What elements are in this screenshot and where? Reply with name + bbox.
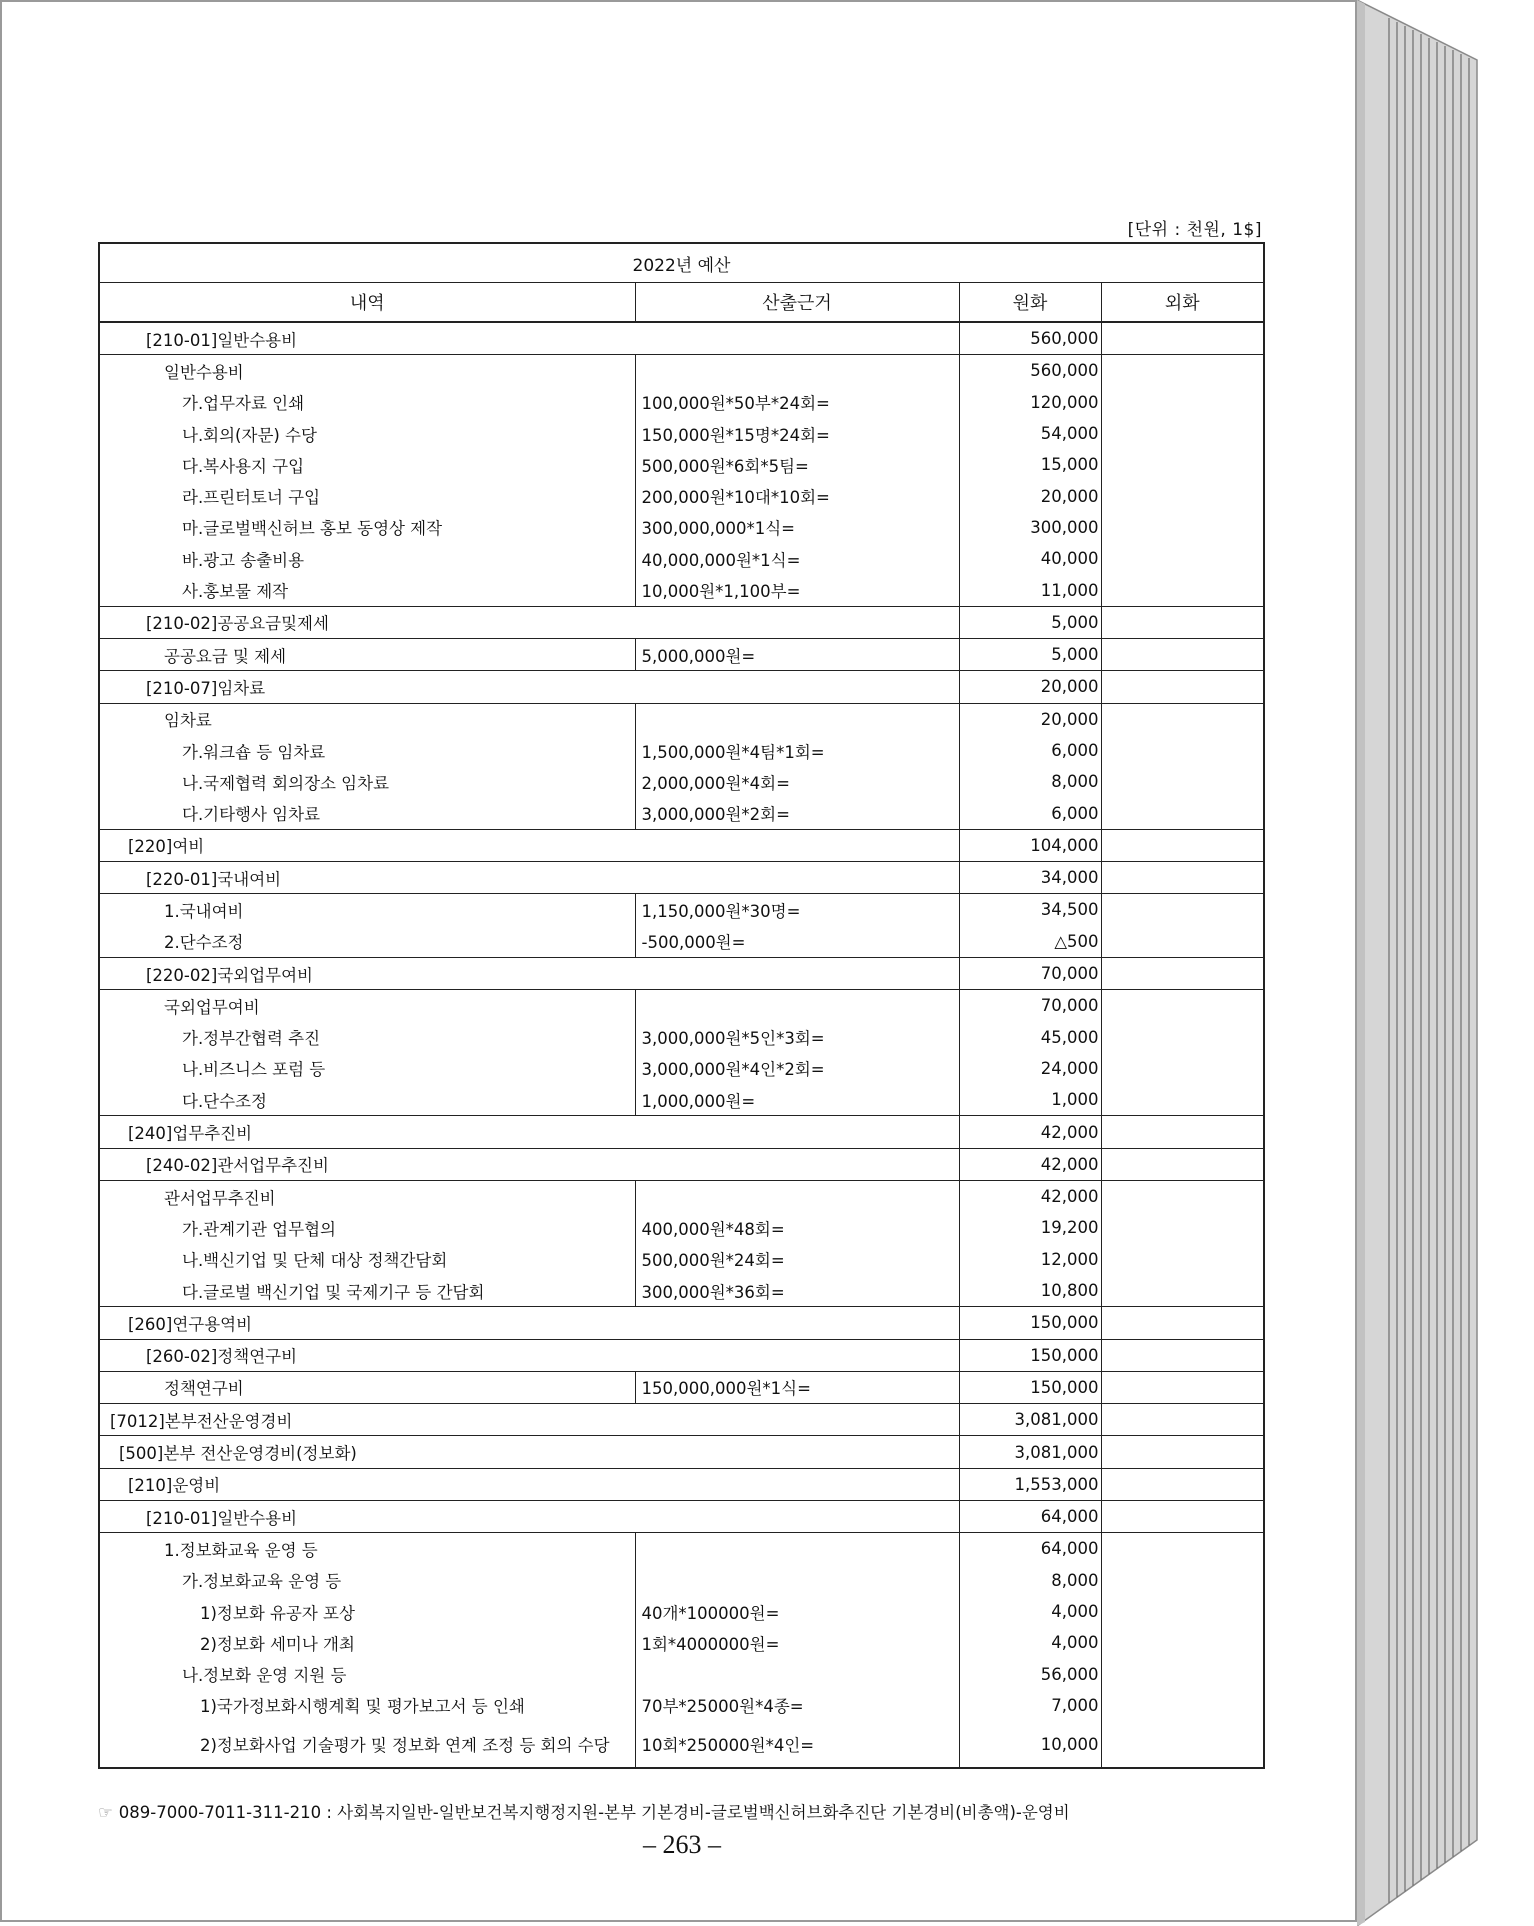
row-description: 2.단수조정: [99, 926, 635, 958]
table-row: [99, 1084, 1264, 1116]
row-krw-amount: 24,000: [959, 1053, 1101, 1084]
page-stack-edge: [1357, 0, 1534, 1926]
row-fx-amount: [1101, 387, 1264, 418]
table-row: [99, 449, 1264, 480]
column-header-description: 내역: [99, 283, 635, 323]
row-fx-amount: [1101, 766, 1264, 797]
row-krw-amount: 1,000: [959, 1084, 1101, 1116]
row-basis: 1,000,000원=: [635, 1084, 959, 1116]
row-krw-amount: 45,000: [959, 1022, 1101, 1053]
row-krw-amount: 42,000: [959, 1148, 1101, 1180]
row-krw-amount: 8,000: [959, 1565, 1101, 1596]
row-krw-amount: 34,500: [959, 894, 1101, 926]
row-fx-amount: [1101, 418, 1264, 449]
row-fx-amount: [1101, 1721, 1264, 1768]
row-krw-amount: 120,000: [959, 387, 1101, 418]
row-krw-amount: 4,000: [959, 1596, 1101, 1627]
row-description: 임차료: [99, 703, 635, 735]
column-header-fx: 외화: [1101, 283, 1264, 323]
table-row: [99, 1721, 1264, 1768]
row-description: 마.글로벌백신허브 홍보 동영상 제작: [99, 512, 635, 543]
row-basis: [635, 1565, 959, 1596]
row-fx-amount: [1101, 797, 1264, 829]
row-fx-amount: [1101, 449, 1264, 480]
row-krw-amount: 1,553,000: [959, 1468, 1101, 1500]
row-description: [210-07]임차료: [99, 671, 959, 703]
row-fx-amount: [1101, 990, 1264, 1022]
row-description: 나.비즈니스 포럼 등: [99, 1053, 635, 1084]
row-fx-amount: [1101, 1690, 1264, 1721]
row-krw-amount: 70,000: [959, 957, 1101, 989]
table-row: [99, 1627, 1264, 1658]
table-row: [99, 418, 1264, 449]
row-description: 다.글로벌 백신기업 및 국제기구 등 간담회: [99, 1275, 635, 1307]
row-fx-amount: [1101, 862, 1264, 894]
row-description: 정책연구비: [99, 1371, 635, 1403]
row-basis: 300,000,000*1식=: [635, 512, 959, 543]
row-fx-amount: [1101, 574, 1264, 606]
row-fx-amount: [1101, 1500, 1264, 1532]
row-fx-amount: [1101, 1212, 1264, 1243]
row-krw-amount: 150,000: [959, 1371, 1101, 1403]
row-description: [210]운영비: [99, 1468, 959, 1500]
row-basis: 100,000원*50부*24회=: [635, 387, 959, 418]
row-basis: 1,500,000원*4팀*1회=: [635, 735, 959, 766]
row-description: [240]업무추진비: [99, 1116, 959, 1148]
row-fx-amount: [1101, 1275, 1264, 1307]
row-krw-amount: 64,000: [959, 1533, 1101, 1565]
row-krw-amount: 20,000: [959, 480, 1101, 511]
row-fx-amount: [1101, 1084, 1264, 1116]
table-row: [99, 1371, 1264, 1403]
row-fx-amount: [1101, 1565, 1264, 1596]
row-basis: [635, 1181, 959, 1213]
row-krw-amount: 300,000: [959, 512, 1101, 543]
row-krw-amount: 6,000: [959, 797, 1101, 829]
row-description: [210-01]일반수용비: [99, 1500, 959, 1532]
row-krw-amount: 20,000: [959, 671, 1101, 703]
row-description: 관서업무추진비: [99, 1181, 635, 1213]
row-krw-amount: 19,200: [959, 1212, 1101, 1243]
table-row: [99, 1181, 1264, 1213]
row-krw-amount: 40,000: [959, 543, 1101, 574]
row-basis: [635, 703, 959, 735]
table-row: [99, 574, 1264, 606]
footer-note-text: 089-7000-7011-311-210 : 사회복지일반-일반보건복지행정지원-본부 기본경비-글로벌백신허브화추진단 기본경비(비총액)-운영비: [118, 1803, 1070, 1822]
table-row: [99, 606, 1264, 638]
table-row: [99, 766, 1264, 797]
table-row: [99, 957, 1264, 989]
column-header-basis: 산출근거: [635, 283, 959, 323]
row-description: 다.단수조정: [99, 1084, 635, 1116]
row-description: [210-02]공공요금및제세: [99, 606, 959, 638]
row-fx-amount: [1101, 1596, 1264, 1627]
row-fx-amount: [1101, 606, 1264, 638]
row-krw-amount: 10,000: [959, 1721, 1101, 1768]
row-description: 1.국내여비: [99, 894, 635, 926]
row-description: 나.국제협력 회의장소 임차료: [99, 766, 635, 797]
row-krw-amount: 5,000: [959, 638, 1101, 670]
row-basis: 70부*25000원*4종=: [635, 1690, 959, 1721]
table-row: [99, 797, 1264, 829]
row-description: 바.광고 송출비용: [99, 543, 635, 574]
row-basis: 150,000원*15명*24회=: [635, 418, 959, 449]
row-krw-amount: 560,000: [959, 355, 1101, 387]
row-fx-amount: [1101, 1658, 1264, 1689]
row-description: 1.정보화교육 운영 등: [99, 1533, 635, 1565]
row-krw-amount: △500: [959, 926, 1101, 958]
row-description: [220-02]국외업무여비: [99, 957, 959, 989]
table-row: [99, 1275, 1264, 1307]
row-fx-amount: [1101, 1371, 1264, 1403]
row-basis: 5,000,000원=: [635, 638, 959, 670]
row-description: [220]여비: [99, 829, 959, 861]
row-description: 일반수용비: [99, 355, 635, 387]
row-krw-amount: 3,081,000: [959, 1436, 1101, 1468]
row-fx-amount: [1101, 829, 1264, 861]
row-description: [260]연구용역비: [99, 1307, 959, 1339]
table-row: [99, 1053, 1264, 1084]
table-row: [99, 322, 1264, 355]
table-row: [99, 1468, 1264, 1500]
table-row: [99, 1533, 1264, 1565]
row-fx-amount: [1101, 355, 1264, 387]
row-description: 가.업무자료 인쇄: [99, 387, 635, 418]
row-fx-amount: [1101, 1468, 1264, 1500]
table-row: [99, 735, 1264, 766]
table-body: [99, 322, 1264, 1768]
row-krw-amount: 7,000: [959, 1690, 1101, 1721]
table-row: [99, 1658, 1264, 1689]
table-row: [99, 1596, 1264, 1627]
row-fx-amount: [1101, 1533, 1264, 1565]
table-row: [99, 703, 1264, 735]
row-description: 공공요금 및 제세: [99, 638, 635, 670]
row-fx-amount: [1101, 1244, 1264, 1275]
table-row: [99, 926, 1264, 958]
row-krw-amount: 5,000: [959, 606, 1101, 638]
row-fx-amount: [1101, 703, 1264, 735]
row-krw-amount: 8,000: [959, 766, 1101, 797]
row-description: 가.정보화교육 운영 등: [99, 1565, 635, 1596]
row-krw-amount: 15,000: [959, 449, 1101, 480]
row-krw-amount: 150,000: [959, 1339, 1101, 1371]
row-description: 2)정보화 세미나 개최: [99, 1627, 635, 1658]
row-fx-amount: [1101, 1404, 1264, 1436]
table-row: [99, 862, 1264, 894]
row-description: 다.복사용지 구입: [99, 449, 635, 480]
row-krw-amount: 42,000: [959, 1181, 1101, 1213]
table-row: [99, 512, 1264, 543]
row-fx-amount: [1101, 957, 1264, 989]
table-row: [99, 1500, 1264, 1532]
table-row: [99, 1436, 1264, 1468]
table-title: 2022년 예산: [99, 243, 1264, 283]
row-krw-amount: 54,000: [959, 418, 1101, 449]
table-row: [99, 1307, 1264, 1339]
row-fx-amount: [1101, 735, 1264, 766]
row-krw-amount: 64,000: [959, 1500, 1101, 1532]
row-description: [500]본부 전산운영경비(정보화): [99, 1436, 959, 1468]
row-basis: 300,000원*36회=: [635, 1275, 959, 1307]
row-basis: 10회*250000원*4인=: [635, 1721, 959, 1768]
table-row: [99, 1022, 1264, 1053]
budget-table: [98, 242, 1265, 1769]
table-row: [99, 829, 1264, 861]
row-description: 사.홍보물 제작: [99, 574, 635, 606]
row-krw-amount: 6,000: [959, 735, 1101, 766]
page-number: – 263 –: [643, 1830, 721, 1859]
row-description: [210-01]일반수용비: [99, 322, 959, 355]
row-basis: 500,000원*24회=: [635, 1244, 959, 1275]
table-row: [99, 1244, 1264, 1275]
row-basis: [635, 990, 959, 1022]
row-description: 가.관계기관 업무협의: [99, 1212, 635, 1243]
row-fx-amount: [1101, 894, 1264, 926]
row-fx-amount: [1101, 1022, 1264, 1053]
row-fx-amount: [1101, 926, 1264, 958]
row-basis: 400,000원*48회=: [635, 1212, 959, 1243]
row-fx-amount: [1101, 1339, 1264, 1371]
row-fx-amount: [1101, 1148, 1264, 1180]
row-description: 1)국가정보화시행계획 및 평가보고서 등 인쇄: [99, 1690, 635, 1721]
row-fx-amount: [1101, 1181, 1264, 1213]
row-fx-amount: [1101, 322, 1264, 355]
row-description: [240-02]관서업무추진비: [99, 1148, 959, 1180]
row-description: [260-02]정책연구비: [99, 1339, 959, 1371]
row-fx-amount: [1101, 512, 1264, 543]
row-description: 1)정보화 유공자 포상: [99, 1596, 635, 1627]
row-basis: 3,000,000원*2회=: [635, 797, 959, 829]
table-row: [99, 1404, 1264, 1436]
table-row: [99, 1212, 1264, 1243]
table-row: [99, 1148, 1264, 1180]
row-description: 나.백신기업 및 단체 대상 정책간담회: [99, 1244, 635, 1275]
row-krw-amount: 560,000: [959, 322, 1101, 355]
row-description: 다.기타행사 임차료: [99, 797, 635, 829]
row-fx-amount: [1101, 1627, 1264, 1658]
row-description: 가.정부간협력 추진: [99, 1022, 635, 1053]
unit-note: [단위 : 천원, 1$]: [1127, 220, 1262, 240]
row-fx-amount: [1101, 1116, 1264, 1148]
row-basis: 10,000원*1,100부=: [635, 574, 959, 606]
row-basis: [635, 1533, 959, 1565]
row-fx-amount: [1101, 638, 1264, 670]
row-fx-amount: [1101, 1053, 1264, 1084]
row-krw-amount: 11,000: [959, 574, 1101, 606]
row-basis: 500,000원*6회*5팀=: [635, 449, 959, 480]
table-row: [99, 387, 1264, 418]
table-row: [99, 355, 1264, 387]
row-krw-amount: 56,000: [959, 1658, 1101, 1689]
row-krw-amount: 20,000: [959, 703, 1101, 735]
row-basis: 2,000,000원*4회=: [635, 766, 959, 797]
row-krw-amount: 34,000: [959, 862, 1101, 894]
row-krw-amount: 42,000: [959, 1116, 1101, 1148]
row-fx-amount: [1101, 480, 1264, 511]
row-fx-amount: [1101, 1307, 1264, 1339]
row-krw-amount: 104,000: [959, 829, 1101, 861]
table-row: [99, 638, 1264, 670]
row-basis: 3,000,000원*4인*2회=: [635, 1053, 959, 1084]
row-description: 나.정보화 운영 지원 등: [99, 1658, 635, 1689]
table-row: [99, 1565, 1264, 1596]
row-krw-amount: 10,800: [959, 1275, 1101, 1307]
row-fx-amount: [1101, 671, 1264, 703]
row-basis: [635, 1658, 959, 1689]
table-row: [99, 990, 1264, 1022]
row-krw-amount: 12,000: [959, 1244, 1101, 1275]
row-krw-amount: 4,000: [959, 1627, 1101, 1658]
row-basis: 150,000,000원*1식=: [635, 1371, 959, 1403]
row-basis: 40개*100000원=: [635, 1596, 959, 1627]
row-description: 2)정보화사업 기술평가 및 정보화 연계 조정 등 회의 수당: [99, 1721, 635, 1768]
row-basis: 40,000,000원*1식=: [635, 543, 959, 574]
table-row: [99, 894, 1264, 926]
row-description: 가.워크숍 등 임차료: [99, 735, 635, 766]
row-krw-amount: 3,081,000: [959, 1404, 1101, 1436]
table-row: [99, 480, 1264, 511]
row-krw-amount: 150,000: [959, 1307, 1101, 1339]
table-row: [99, 1690, 1264, 1721]
table-row: [99, 671, 1264, 703]
row-description: [220-01]국내여비: [99, 862, 959, 894]
row-basis: 1,150,000원*30명=: [635, 894, 959, 926]
row-basis: 200,000원*10대*10회=: [635, 480, 959, 511]
pointing-hand-icon: ☞: [98, 1803, 113, 1822]
table-row: [99, 1116, 1264, 1148]
row-description: [7012]본부전산운영경비: [99, 1404, 959, 1436]
row-description: 국외업무여비: [99, 990, 635, 1022]
row-basis: [635, 355, 959, 387]
column-header-krw: 원화: [959, 283, 1101, 323]
row-fx-amount: [1101, 543, 1264, 574]
row-basis: 3,000,000원*5인*3회=: [635, 1022, 959, 1053]
row-krw-amount: 70,000: [959, 990, 1101, 1022]
row-basis: -500,000원=: [635, 926, 959, 958]
row-basis: 1회*4000000원=: [635, 1627, 959, 1658]
row-fx-amount: [1101, 1436, 1264, 1468]
table-row: [99, 1339, 1264, 1371]
table-row: [99, 543, 1264, 574]
row-description: 라.프린터토너 구입: [99, 480, 635, 511]
footer-note: [98, 1799, 1070, 1823]
row-description: 나.회의(자문) 수당: [99, 418, 635, 449]
